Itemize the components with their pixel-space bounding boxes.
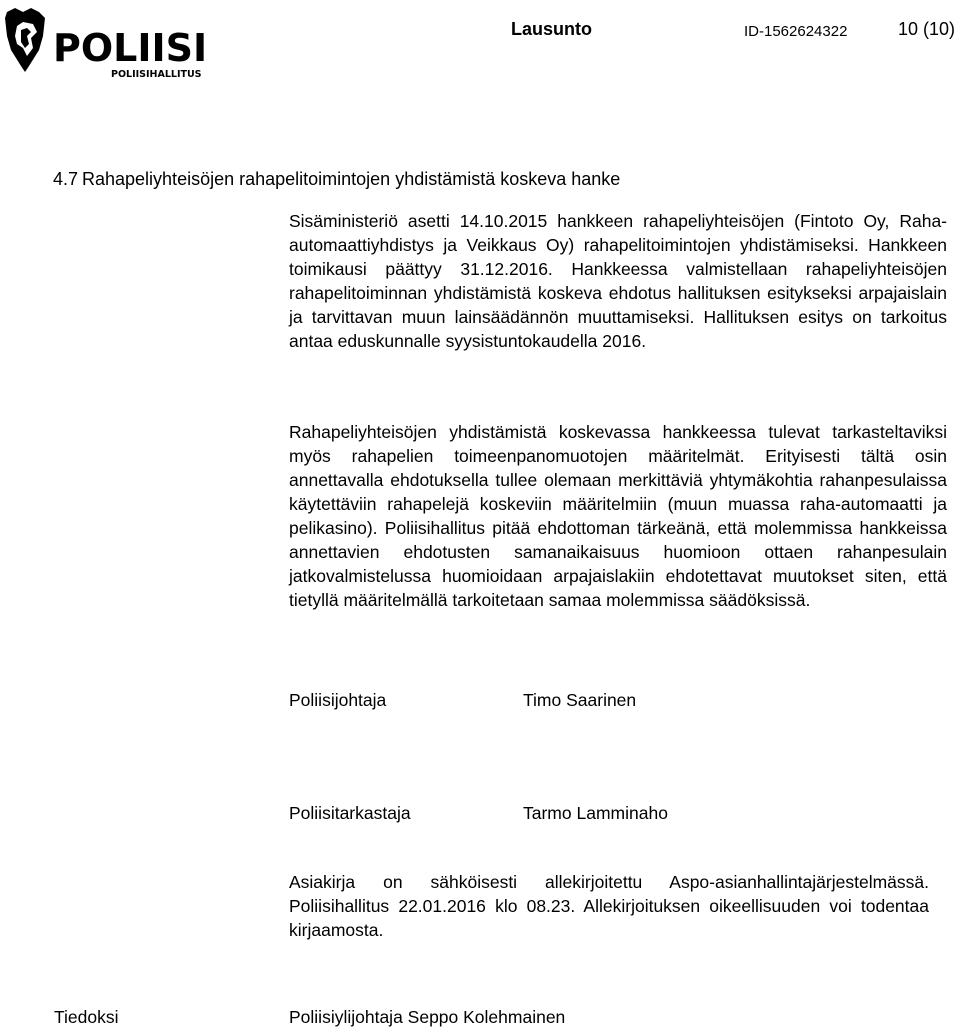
logo-text: POLIISI [53, 26, 208, 70]
signer-title: Poliisitarkastaja [289, 803, 411, 823]
document-id: ID-1562624322 [744, 23, 848, 40]
police-emblem-icon [5, 8, 45, 72]
section-number: 4.7 [53, 169, 79, 189]
signer-title: Poliisijohtaja [289, 690, 387, 710]
electronic-signature-note: Asiakirja on sähköisesti allekirjoitettu Aspo-asianhallintajärjestelmässä. Poliisihallitus 22.01.2016 klo 08.23. Allekirjoituksen oikeellisuuden voi todentaa kirjaamosta. [289, 872, 929, 940]
paragraph-definitions: Rahapeliyhteisöjen yhdistämistä koskevassa hankkeessa tulevat tarkasteltaviksi myös rahapelien toimeenpanomuotojen määritelmät. Erityisesti tältä osin annettavalla ehdotuksella tullee olemaan merkittäviä yhtymäkohtia rahanpesulaissa käytettäviin rahapelejä koskeviin määritelmiin (muun muassa raha-automaatti ja pelikasino). Poliisihallitus pitää ehdottoman tärkeänä, että molemmissa hankkeissa annettavien ehdotusten samanaikaisuus huomioon ottaen rahanpesulain jatkovalmistelussa huomioidaan arpajaislakiin ehdotettavat muutokset siten, että tietyllä määritelmällä tarkoitetaan samaa molemmissa säädöksissä. [289, 422, 947, 610]
page-number: 10 (10) [898, 19, 956, 39]
logo-subtext: POLIISIHALLITUS [111, 69, 202, 78]
signer-name: Timo Saarinen [523, 690, 637, 710]
paragraph-project: Sisäministeriö asetti 14.10.2015 hankkeen rahapeliyhteisöjen (Fintoto Oy, Raha-automaattiyhdistys ja Veikkaus Oy) rahapelitoimintojen yhdistämiseksi. Hankkeen toimikausi päättyy 31.12.2016. Hankkeessa valmistellaan rahapeliyhteisöjen rahapelitoiminnan yhdistämistä koskeva ehdotus hallituksen esitykseksi arpajaislain ja tarvittavan muun lainsäädännön muuttamiseksi. Hallituksen esitys on tarkoitus antaa eduskunnalle syysistuntokaudella 2016. [289, 211, 947, 351]
poliisi-logo [3, 4, 218, 78]
signer-name: Tarmo Lamminaho [523, 803, 668, 823]
document-type: Lausunto [511, 19, 592, 39]
distribution-recipient: Poliisiylijohtaja Seppo Kolehmainen [289, 1007, 566, 1027]
section-title: Rahapeliyhteisöjen rahapelitoimintojen yhdistämistä koskeva hanke [82, 169, 621, 189]
section-heading [53, 167, 620, 191]
distribution-label: Tiedoksi [54, 1007, 119, 1027]
